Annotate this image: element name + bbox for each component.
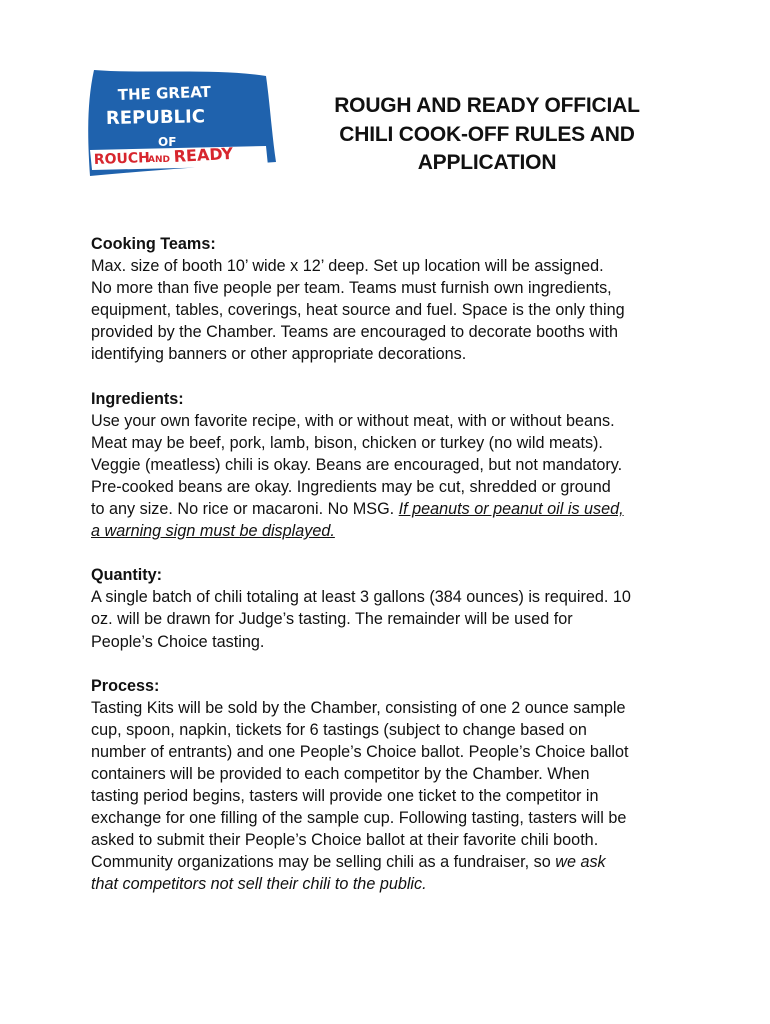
text-line: Max. size of booth 10’ wide x 12’ deep. Set up location will be assigned.: [91, 257, 604, 276]
section-text: [91, 586, 691, 652]
text-line: number of entrants) and one People’s Choice ballot. People’s Choice ballot: [91, 742, 629, 761]
title-line-2: CHILI COOK-OFF RULES AND: [339, 122, 635, 146]
text-line: asked to submit their People’s Choice ballot at their favorite chili booth.: [91, 831, 599, 850]
logo-line-4c: READY: [173, 143, 234, 166]
logo-line-4a: ROUCH: [93, 150, 151, 168]
peanut-warning-text: a warning sign must be displayed.: [91, 522, 335, 541]
text-line: [91, 851, 691, 873]
italic-text: that competitors not sell their chili to the public.: [91, 875, 427, 894]
text-line: containers will be provided to each competitor by the Chamber. When: [91, 764, 590, 783]
section-ingredients: [91, 388, 691, 543]
text-line: [91, 498, 691, 520]
logo-line-4b: AND: [148, 155, 170, 165]
text-line: Use your own favorite recipe, with or without meat, with or without beans.: [91, 411, 615, 430]
text-line: Meat may be beef, pork, lamb, bison, chicken or turkey (no wild meats).: [91, 433, 603, 452]
text-line: No more than five people per team. Teams must furnish own ingredients,: [91, 279, 612, 298]
text-line: equipment, tables, coverings, heat source and fuel. Space is the only thing: [91, 301, 625, 320]
text-line: provided by the Chamber. Teams are encouraged to decorate booths with: [91, 323, 619, 342]
text-line: Pre-cooked beans are okay. Ingredients may be cut, shredded or ground: [91, 477, 611, 496]
text-line: Tasting Kits will be sold by the Chamber, consisting of one 2 ounce sample: [91, 698, 626, 717]
logo-line-3: OF: [158, 135, 177, 149]
text-line: People’s Choice tasting.: [91, 632, 265, 651]
section-text: [91, 410, 691, 543]
text-line: exchange for one filling of the sample cup. Following tasting, tasters will be: [91, 809, 627, 828]
text-line: A single batch of chili totaling at least 3 gallons (384 ounces) is required. 10: [91, 588, 631, 607]
document-body: [91, 233, 691, 918]
section-process: [91, 675, 691, 896]
section-heading: Cooking Teams:: [91, 235, 216, 253]
text-line: Veggie (meatless) chili is okay. Beans are encouraged, but not mandatory.: [91, 455, 623, 474]
section-cooking-teams: [91, 233, 691, 366]
section-text: [91, 255, 691, 365]
logo-badge-icon: [84, 66, 280, 178]
italic-text: we ask: [555, 853, 606, 872]
section-text: [91, 697, 691, 896]
text-line: tasting period begins, tasters will provide one ticket to the competitor in: [91, 787, 599, 806]
text-line: identifying banners or other appropriate decorations.: [91, 345, 467, 364]
text-line: cup, spoon, napkin, tickets for 6 tastings (subject to change based on: [91, 720, 587, 739]
title-line-3: APPLICATION: [417, 151, 557, 174]
section-quantity: [91, 564, 691, 652]
title-line-1: ROUGH AND READY OFFICIAL: [334, 94, 640, 117]
section-heading: Quantity:: [91, 566, 163, 585]
logo-line-2: REPUBLIC: [105, 106, 206, 129]
text-line: oz. will be drawn for Judge’s tasting. The remainder will be used for: [91, 610, 573, 629]
text-plain: to any size. No rice or macaroni. No MSG.: [91, 500, 399, 519]
section-heading: Ingredients:: [91, 389, 184, 408]
great-republic-logo: [84, 66, 280, 178]
text-plain: Community organizations may be selling chili as a fundraiser, so: [91, 853, 556, 872]
peanut-warning-text: If peanuts or peanut oil is used,: [398, 500, 624, 519]
logo-line-1: THE GREAT: [117, 82, 212, 104]
document-title: [296, 92, 678, 178]
section-heading: Process:: [91, 676, 160, 695]
